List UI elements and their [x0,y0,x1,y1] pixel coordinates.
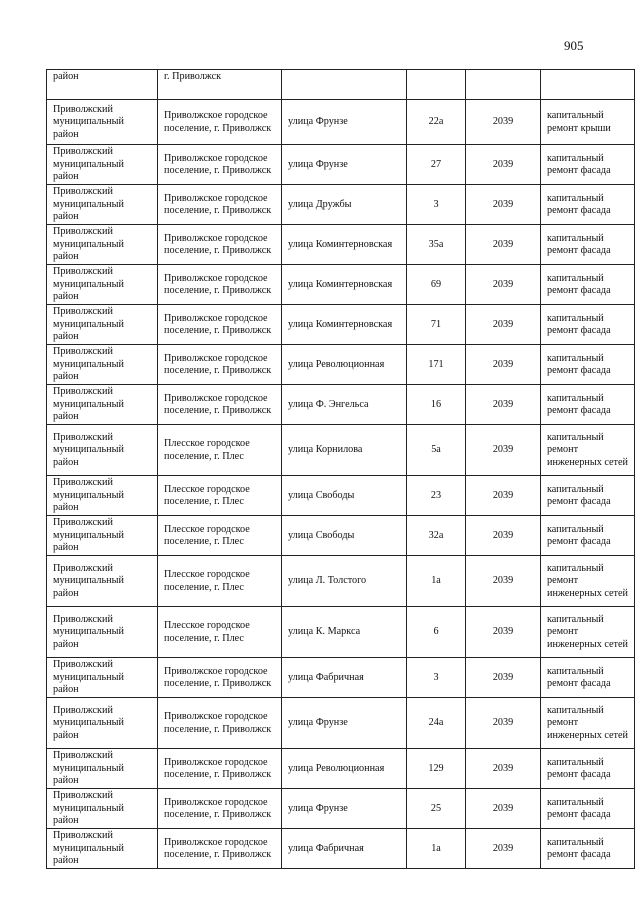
table-row [47,607,635,658]
settlement-cell: Приволжское городское поселение, г. Приволжск [158,225,282,265]
work-type-cell: капитальный ремонт фасада [541,145,635,185]
street-cell: улица К. Маркса [282,607,407,658]
settlement-cell: Приволжское городское поселение, г. Приволжск [158,385,282,425]
district-cell: Приволжский муниципальный район [47,556,158,607]
street-cell: улица Корнилова [282,425,407,476]
work-type-cell: капитальный ремонт фасада [541,516,635,556]
settlement-cell: Приволжское городское поселение, г. Приволжск [158,789,282,829]
year-cell: 2039 [466,385,541,425]
table-row [47,425,635,476]
house-cell: 1а [407,556,466,607]
district-cell: Приволжский муниципальный район [47,789,158,829]
street-cell: улица Фрунзе [282,789,407,829]
street-cell: улица Фрунзе [282,698,407,749]
street-cell: улица Коминтерновская [282,225,407,265]
district-cell: Приволжский муниципальный район [47,345,158,385]
house-cell: 129 [407,749,466,789]
year-cell: 2039 [466,305,541,345]
street-cell: улица Ф. Энгельса [282,385,407,425]
year-cell: 2039 [466,749,541,789]
work-type-cell: капитальный ремонт крыши [541,100,635,145]
district-cell: Приволжский муниципальный район [47,145,158,185]
year-cell: 2039 [466,476,541,516]
work-type-cell: капитальный ремонт фасада [541,225,635,265]
work-type-cell: капитальный ремонт фасада [541,476,635,516]
house-cell: 35а [407,225,466,265]
house-cell: 27 [407,145,466,185]
settlement-cell: Плесское городское поселение, г. Плес [158,516,282,556]
year-cell: 2039 [466,607,541,658]
table-row [47,345,635,385]
street-cell: улица Фрунзе [282,145,407,185]
district-cell: Приволжский муниципальный район [47,829,158,869]
year-cell: 2039 [466,225,541,265]
district-cell: район [47,70,158,100]
district-cell: Приволжский муниципальный район [47,185,158,225]
street-cell: улица Дружбы [282,185,407,225]
settlement-cell: Плесское городское поселение, г. Плес [158,425,282,476]
street-cell: улица Фрунзе [282,100,407,145]
year-cell: 2039 [466,185,541,225]
continuation-row [47,70,635,100]
work-type-cell: капитальный ремонт инженерных сетей [541,698,635,749]
settlement-cell: Приволжское городское поселение, г. Приволжск [158,829,282,869]
work-type-cell: капитальный ремонт фасада [541,749,635,789]
district-cell: Приволжский муниципальный район [47,385,158,425]
district-cell: Приволжский муниципальный район [47,607,158,658]
table-row [47,698,635,749]
work-type-cell [541,70,635,100]
house-cell: 171 [407,345,466,385]
house-cell: 6 [407,607,466,658]
work-type-cell: капитальный ремонт фасада [541,789,635,829]
district-cell: Приволжский муниципальный район [47,476,158,516]
house-cell: 3 [407,185,466,225]
work-type-cell: капитальный ремонт инженерных сетей [541,425,635,476]
district-cell: Приволжский муниципальный район [47,265,158,305]
district-cell: Приволжский муниципальный район [47,305,158,345]
year-cell: 2039 [466,145,541,185]
table-row [47,305,635,345]
table-row [47,225,635,265]
work-type-cell: капитальный ремонт фасада [541,829,635,869]
street-cell: улица Фабричная [282,658,407,698]
page-number: 905 [564,38,584,53]
settlement-cell: Приволжское городское поселение, г. Приволжск [158,265,282,305]
settlement-cell: Плесское городское поселение, г. Плес [158,556,282,607]
table-row [47,385,635,425]
street-cell [282,70,407,100]
street-cell: улица Революционная [282,345,407,385]
settlement-cell: Приволжское городское поселение, г. Приволжск [158,305,282,345]
street-cell: улица Революционная [282,749,407,789]
table-row [47,100,635,145]
district-cell: Приволжский муниципальный район [47,516,158,556]
settlement-cell: Плесское городское поселение, г. Плес [158,607,282,658]
work-type-cell: капитальный ремонт фасада [541,305,635,345]
work-type-cell: капитальный ремонт инженерных сетей [541,607,635,658]
settlement-cell: Приволжское городское поселение, г. Приволжск [158,749,282,789]
table-row [47,749,635,789]
house-cell: 22а [407,100,466,145]
district-cell: Приволжский муниципальный район [47,225,158,265]
settlement-cell: Приволжское городское поселение, г. Приволжск [158,698,282,749]
house-cell: 5а [407,425,466,476]
year-cell: 2039 [466,829,541,869]
year-cell: 2039 [466,658,541,698]
district-cell: Приволжский муниципальный район [47,749,158,789]
year-cell: 2039 [466,789,541,829]
settlement-cell: Приволжское городское поселение, г. Приволжск [158,185,282,225]
house-cell: 25 [407,789,466,829]
work-type-cell: капитальный ремонт фасада [541,385,635,425]
house-cell: 71 [407,305,466,345]
district-cell: Приволжский муниципальный район [47,100,158,145]
settlement-cell: Приволжское городское поселение, г. Приволжск [158,658,282,698]
street-cell: улица Фабричная [282,829,407,869]
house-cell: 24а [407,698,466,749]
street-cell: улица Свободы [282,516,407,556]
year-cell: 2039 [466,516,541,556]
year-cell: 2039 [466,345,541,385]
year-cell: 2039 [466,265,541,305]
house-cell: 23 [407,476,466,516]
street-cell: улица Л. Толстого [282,556,407,607]
house-cell: 69 [407,265,466,305]
year-cell [466,70,541,100]
work-type-cell: капитальный ремонт фасада [541,345,635,385]
district-cell: Приволжский муниципальный район [47,658,158,698]
table-row [47,476,635,516]
house-cell: 16 [407,385,466,425]
settlement-cell: Приволжское городское поселение, г. Приволжск [158,100,282,145]
settlement-cell: Приволжское городское поселение, г. Приволжск [158,145,282,185]
table-row [47,265,635,305]
table-row [47,516,635,556]
district-cell: Приволжский муниципальный район [47,698,158,749]
house-cell: 3 [407,658,466,698]
table-row [47,829,635,869]
year-cell: 2039 [466,556,541,607]
street-cell: улица Свободы [282,476,407,516]
year-cell: 2039 [466,100,541,145]
street-cell: улица Коминтерновская [282,305,407,345]
settlement-cell: Приволжское городское поселение, г. Приволжск [158,345,282,385]
table-row [47,789,635,829]
settlement-cell: г. Приволжск [158,70,282,100]
work-type-cell: капитальный ремонт фасада [541,265,635,305]
repair-schedule-table [46,69,635,869]
year-cell: 2039 [466,698,541,749]
district-cell: Приволжский муниципальный район [47,425,158,476]
table-row [47,185,635,225]
house-cell [407,70,466,100]
table-row [47,145,635,185]
work-type-cell: капитальный ремонт фасада [541,185,635,225]
settlement-cell: Плесское городское поселение, г. Плес [158,476,282,516]
table-row [47,556,635,607]
table-row [47,658,635,698]
work-type-cell: капитальный ремонт инженерных сетей [541,556,635,607]
house-cell: 32а [407,516,466,556]
house-cell: 1а [407,829,466,869]
street-cell: улица Коминтерновская [282,265,407,305]
year-cell: 2039 [466,425,541,476]
work-type-cell: капитальный ремонт фасада [541,658,635,698]
